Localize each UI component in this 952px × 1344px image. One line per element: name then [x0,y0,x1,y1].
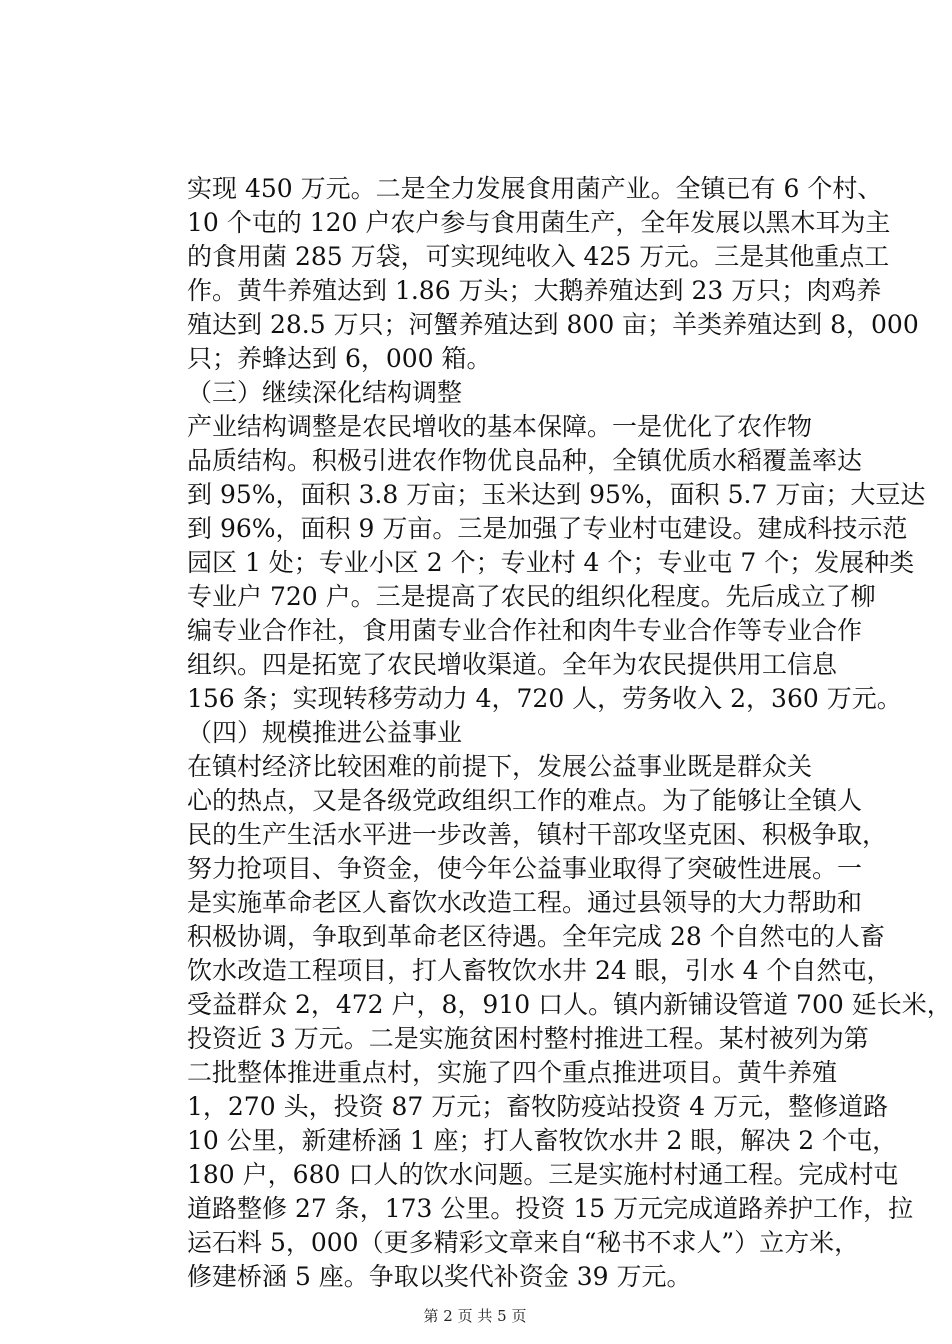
body-line: 积极协调，争取到革命老区待遇。全年完成 28 个自然屯的人畜 [187,922,885,951]
body-line: 心的热点，又是各级党政组织工作的难点。为了能够让全镇人 [187,786,863,815]
body-line: 道路整修 27 条，173 公里。投资 15 万元完成道路养护工作，拉 [187,1194,914,1223]
body-line: 作。黄牛养殖达到 1.86 万头；大鹅养殖达到 23 万只；肉鸡养 [187,276,882,305]
body-line: 园区 1 处；专业小区 2 个；专业村 4 个；专业屯 7 个；发展种类 [187,548,915,577]
body-line: 10 公里，新建桥涵 1 座；打人畜牧饮水井 2 眼，解决 2 个屯， [187,1126,898,1155]
body-line: 努力抢项目、争资金，使今年公益事业取得了突破性进展。一 [187,854,863,883]
page-footer: 第 2 页 共 5 页 [423,1307,527,1325]
body-line: 二批整体推进重点村，实施了四个重点推进项目。黄牛养殖 [187,1058,838,1087]
section-heading: （三）继续深化结构调整 [187,378,463,407]
body-line: 受益群众 2，472 户，8，910 口人。镇内新铺设管道 700 延长米， [187,990,952,1019]
body-line: 180 户，680 口人的饮水问题。三是实施村村通工程。完成村屯 [187,1160,899,1189]
body-line: 专业户 720 户。三是提高了农民的组织化程度。先后成立了柳 [187,582,876,611]
body-line: 10 个屯的 120 户农户参与食用菌生产，全年发展以黑木耳为主 [187,208,891,237]
body-line: 编专业合作社，食用菌专业合作社和肉牛专业合作等专业合作 [187,616,863,645]
body-line: 投资近 3 万元。二是实施贫困村整村推进工程。某村被列为第 [187,1024,869,1053]
body-line: 在镇村经济比较困难的前提下，发展公益事业既是群众关 [187,752,813,781]
body-line: 饮水改造工程项目，打人畜牧饮水井 24 眼，引水 4 个自然屯， [187,956,892,985]
body-line: 的食用菌 285 万袋，可实现纯收入 425 万元。三是其他重点工 [187,242,890,271]
body-line: 修建桥涵 5 座。争取以奖代补资金 39 万元。 [187,1262,692,1291]
body-line: 156 条；实现转移劳动力 4，720 人，劳务收入 2，360 万元。 [187,684,902,713]
body-line: 到 96%，面积 9 万亩。三是加强了专业村屯建设。建成科技示范 [187,514,908,543]
body-line: 是实施革命老区人畜饮水改造工程。通过县领导的大力帮助和 [187,888,863,917]
body-line: 1，270 头，投资 87 万元；畜牧防疫站投资 4 万元，整修道路 [187,1092,889,1121]
body-line: 民的生产生活水平进一步改善，镇村干部攻坚克困、积极争取， [187,820,888,849]
section-heading: （四）规模推进公益事业 [187,718,463,747]
body-line: 运石料 5，000（更多精彩文章来自“秘书不求人”）立方米， [187,1228,860,1257]
body-line: 到 95%，面积 3.8 万亩；玉米达到 95%，面积 5.7 万亩；大豆达 [187,480,926,509]
body-line: 实现 450 万元。二是全力发展食用菌产业。全镇已有 6 个村、 [187,174,883,203]
body-line: 品质结构。积极引进农作物优良品种，全镇优质水稻覆盖率达 [187,446,863,475]
body-line: 殖达到 28.5 万只；河蟹养殖达到 800 亩；羊类养殖达到 8，000 [187,310,919,339]
body-line: 产业结构调整是农民增收的基本保障。一是优化了农作物 [187,412,813,441]
body-line: 只；养蜂达到 6，000 箱。 [187,344,492,373]
body-line: 组织。四是拓宽了农民增收渠道。全年为农民提供用工信息 [187,650,838,679]
